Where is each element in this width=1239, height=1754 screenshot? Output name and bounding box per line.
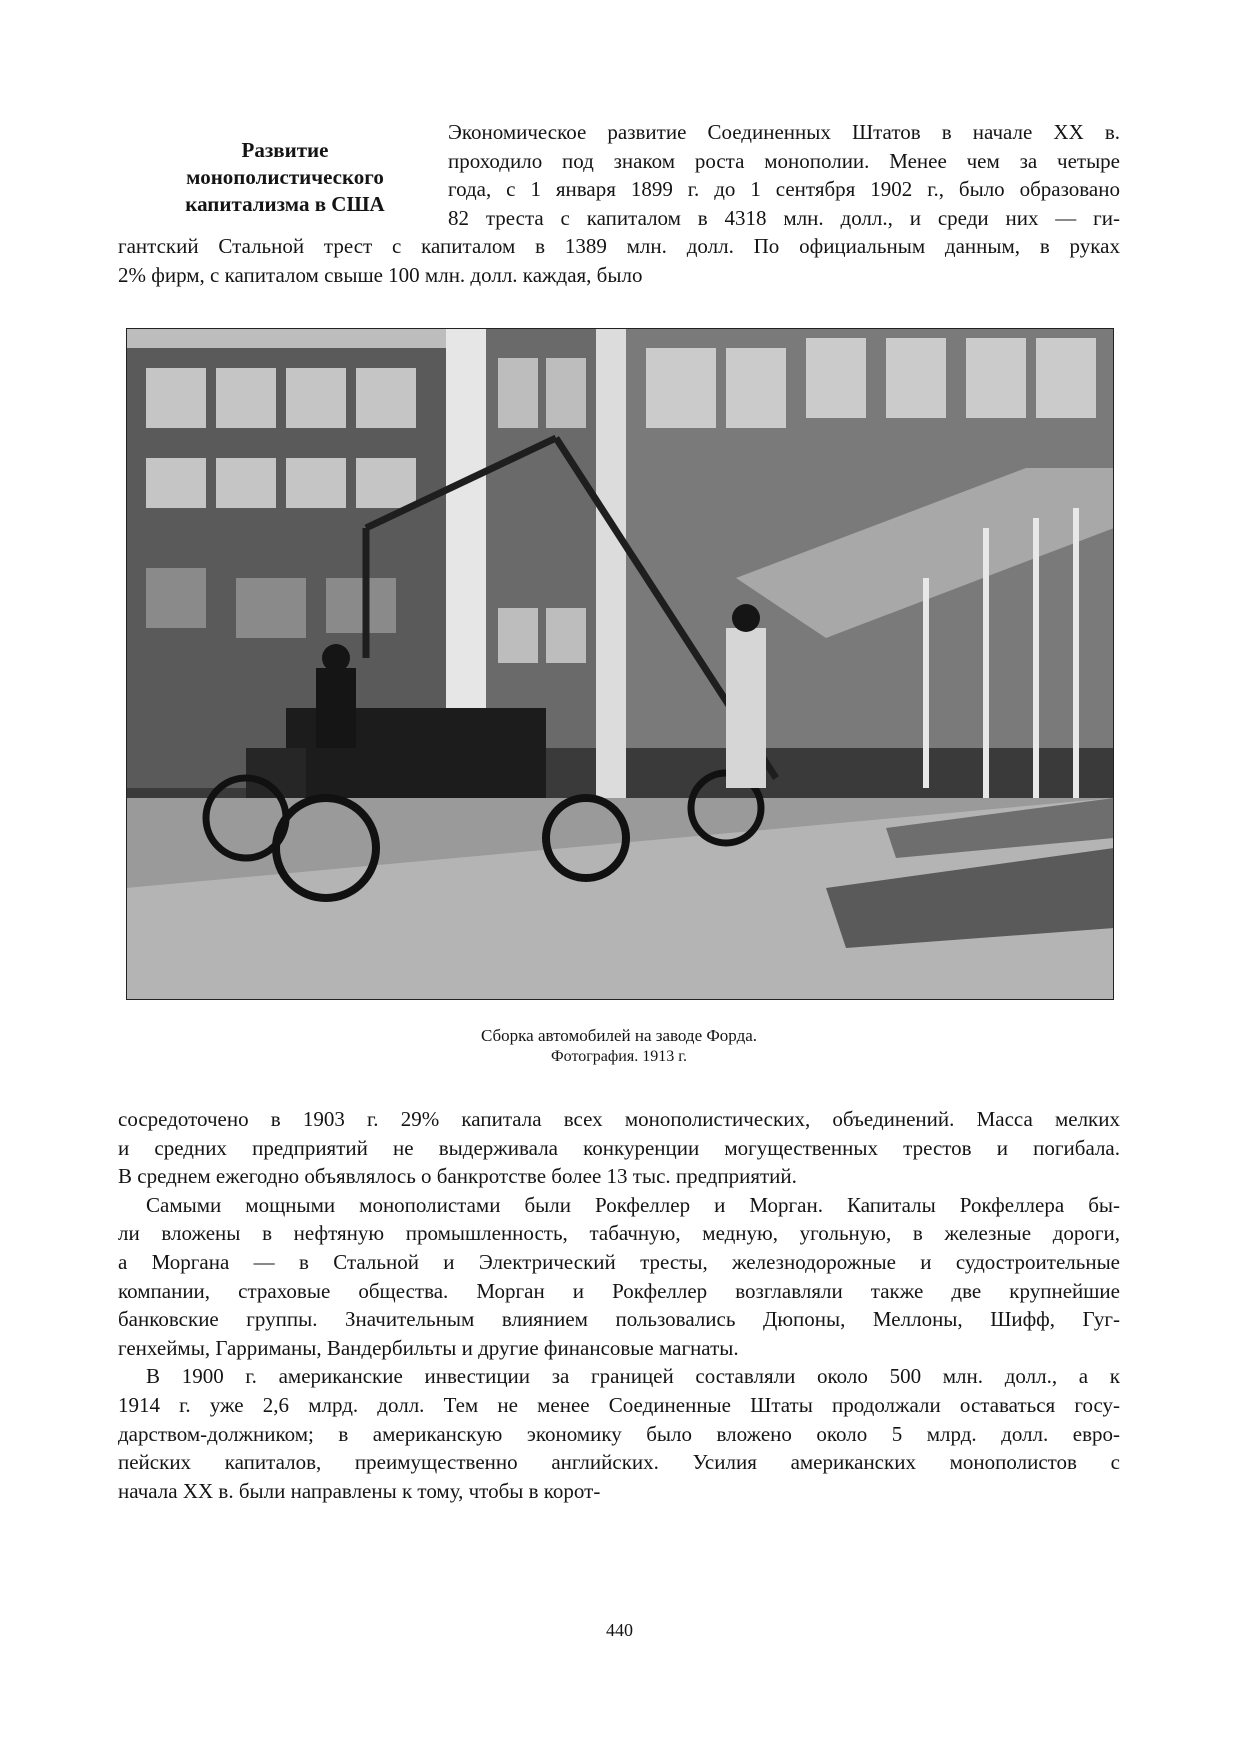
ford-factory-photograph: [126, 328, 1114, 1000]
text-line: дарством-должником; в американскую экономику было вложено около 5 млрд. долл. евро-: [118, 1421, 1120, 1446]
text-line: 82 треста с капиталом в 4318 млн. долл., и среди них — ги-: [448, 205, 1120, 230]
text-line: В среднем ежегодно объявлялось о банкротстве более 13 тыс. предприятий.: [118, 1164, 797, 1189]
body-text: [118, 1105, 1120, 1505]
page-number: 440: [606, 1620, 633, 1640]
text-line: 1914 г. уже 2,6 млрд. долл. Тем не менее Соединенные Штаты продолжали оставаться госу-: [118, 1392, 1120, 1417]
text-line: В 1900 г. американские инвестиции за границей составляли около 500 млн. долл., а к: [146, 1364, 1120, 1389]
figure-caption: [118, 1025, 1120, 1067]
text-line: пейских капиталов, преимущественно английских. Усилия американских монополистов с: [118, 1450, 1120, 1475]
text-line: 2% фирм, с капиталом свыше 100 млн. долл. каждая, было: [118, 262, 643, 287]
text-line: сосредоточено в 1903 г. 29% капитала всех монополистических, объединений. Масса мелких: [118, 1107, 1120, 1131]
intro-paragraph-upper: [448, 118, 1120, 232]
intro-paragraph-lower: [118, 232, 1120, 289]
text-line: начала XX в. были направлены к тому, чтобы в корот-: [118, 1478, 601, 1503]
text-line: Самыми мощными монополистами были Рокфеллер и Морган. Капиталы Рокфеллера бы-: [146, 1192, 1120, 1217]
text-line: и средних предприятий не выдерживала конкуренции могущественных трестов и погибала.: [118, 1135, 1120, 1160]
text-line: года, с 1 января 1899 г. до 1 сентября 1902 г., было образовано: [448, 177, 1120, 202]
text-line: компании, страховые общества. Морган и Рокфеллер возглавляли также две крупнейшие: [118, 1278, 1120, 1303]
section-heading: [140, 137, 430, 218]
caption-line-1: Сборка автомобилей на заводе Форда.: [480, 1026, 758, 1045]
text-line: гантский Стальной трест с капиталом в 1389 млн. долл. По официальным данным, в руках: [118, 234, 1120, 258]
heading-line-2: монополистического: [186, 165, 384, 189]
text-line: Экономическое развитие Соединенных Штатов в начале XX в.: [448, 120, 1120, 144]
text-line: банковские группы. Значительным влиянием пользовались Дюпоны, Меллоны, Шифф, Гуг-: [118, 1307, 1120, 1332]
text-line: а Моргана — в Стальной и Электрический тресты, железнодорожные и судостроительные: [118, 1249, 1120, 1274]
text-line: генхеймы, Гарриманы, Вандербильты и другие финансовые магнаты.: [118, 1335, 739, 1360]
heading-line-1: Развитие: [241, 138, 329, 162]
caption-line-2: Фотография. 1913 г.: [551, 1048, 687, 1065]
heading-line-3: капитализма в США: [185, 192, 385, 216]
text-line: проходило под знаком роста монополии. Менее чем за четыре: [448, 148, 1120, 173]
text-line: ли вложены в нефтяную промышленность, табачную, медную, угольную, в железные дороги,: [118, 1221, 1120, 1246]
